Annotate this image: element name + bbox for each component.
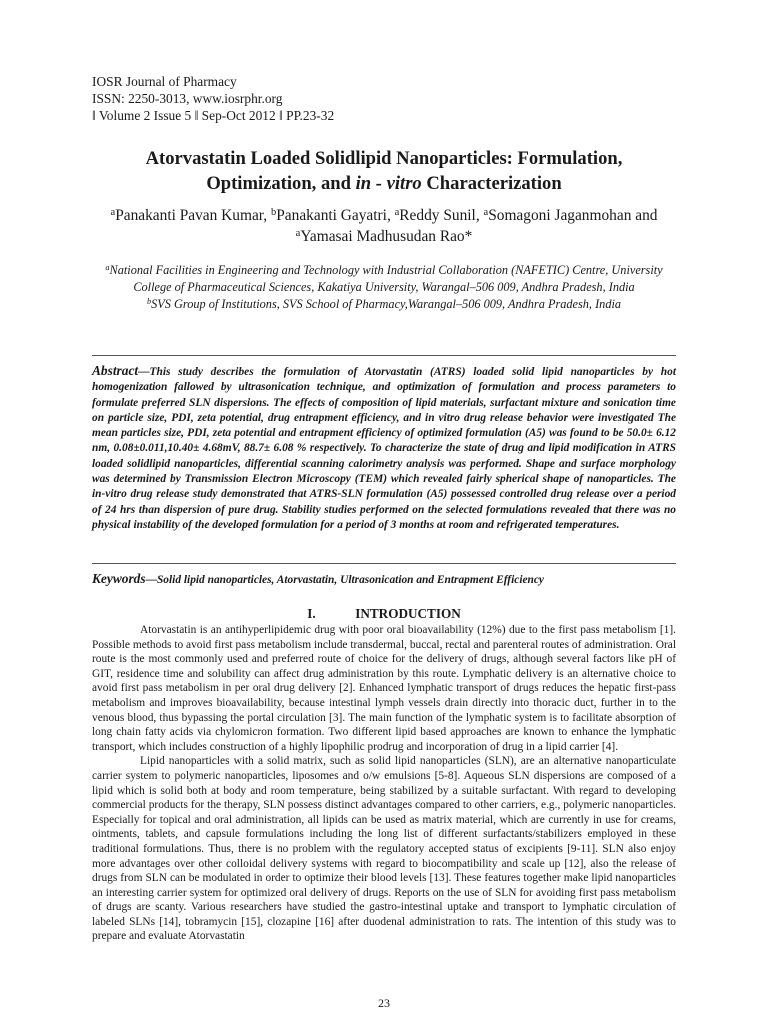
section-number: I. (307, 606, 316, 621)
author (395, 207, 484, 224)
author-name: Reddy Sunil, (399, 207, 484, 224)
affiliation-a-text: National Facilities in Engineering and Technology with Industrial Collaboration (NAFETIC) Centre, University College of Pharmaceutical Sciences, Kakatiya University, Warangal–506 009, Andhra Pradesh, India (109, 263, 663, 294)
title-line-2-pre: Optimization, and (206, 173, 356, 194)
title-in-vitro: in - vitro (355, 173, 422, 194)
title-line-2-post: Characterization (421, 173, 562, 194)
affiliations (92, 262, 676, 313)
journal-header (92, 73, 334, 124)
author-affil-sup: b (271, 206, 277, 218)
author-name: Panakanti Pavan Kumar, (115, 207, 272, 224)
author-name: Somagoni Jaganmohan and (488, 207, 658, 224)
author (111, 207, 271, 224)
author-name: Yamasai Madhusudan Rao* (300, 228, 473, 245)
paragraph: Atorvastatin is an antihyperlipidemic drug with poor oral bioavailability (12%) due to the first pass metabolism [1]. Possible methods to avoid first pass metabolism include transdermal, buccal, rectal and parenteral routes of administration. Oral route is the most commonly used and preferred route of choice for the delivery of drugs, although several factors like pH of GIT, residence time and solubility can affect drug administration by this route. Lymphatic delivery is an alternative choice to avoid first pass metabolism in per oral drug delivery [2]. Enhanced lymphatic transport of drugs reduces the hepatic first-pass metabolism and improves bioavailability, because intestinal lymph vessels drain directly into thoracic duct, further in to the venous blood, thus bypassing the portal circulation [3]. The main function of the lymphatic system is to facilitate absorption of long chain fatty acids via chylomicron formation. Two different lipid based approaches are known to enhance the lymphatic transport, which includes construction of a highly lipophilic prodrug and incorporation of drug in a lipid carrier [4]. (92, 624, 676, 753)
title-line-1: Atorvastatin Loaded Solidlipid Nanoparticles: Formulation, (145, 148, 623, 169)
affiliation-b-sup: b (146, 296, 152, 306)
author-name: Panakanti Gayatri, (276, 207, 395, 224)
abstract-text: This study describes the formulation of Atorvastatin (ATRS) loaded solid lipid nanoparticles by hot homogenization fallowed by ultrasonication technique, and optimization of formulation and process parameters to formulate preferred SLN dispersions. The effects of composition of lipid materials, surfactant mixture and sonication time on particle size, PDI, zeta potential, drug entrapment efficiency, and in vitro drug release behavior were investigated The mean particles size, PDI, zeta potential and entrapment efficiency of optimized formulation (A5) was found to be 50.0± 6.12 nm, 0.08±0.011,10.40± 4.68mV, 88.7± 6.08 % respectively. To characterize the state of drug and lipid modification in ATRS loaded solidlipid nanoparticles, differential scanning calorimetry analysis was performed. Shape and surface morphology was determined by Transmission Electron Microscopy (TEM) which revealed fairly spherical shape of nanoparticles. The in-vitro drug release study demonstrated that ATRS-SLN formulation (A5) possessed controlled drug release over a period of 24 hrs than dispersion of pure drug. Stability studies performed on the selected formulations revealed that there was no physical instability of the developed formulation for a period of 3 months at room and refrigerated temperatures. (92, 366, 676, 531)
journal-issn: ISSN: 2250-3013, www.iosrphr.org (92, 91, 283, 106)
author (296, 228, 473, 245)
author (484, 207, 658, 224)
author-affil-sup: a (483, 206, 489, 218)
author-affil-sup: a (295, 227, 301, 239)
journal-name: IOSR Journal of Pharmacy (92, 74, 237, 89)
abstract-dash: — (138, 366, 150, 378)
keywords (92, 571, 676, 588)
author (271, 207, 395, 224)
abstract-bottom-rule (92, 563, 676, 564)
abstract-label: Abstract (92, 363, 139, 378)
affiliation-b-text: SVS Group of Institutions, SVS School of Pharmacy,Warangal–506 009, Andhra Pradesh, India (151, 297, 622, 311)
author-affil-sup: a (394, 206, 400, 218)
abstract-top-rule (92, 355, 676, 356)
body-text (92, 623, 676, 944)
page-number: 23 (378, 996, 390, 1010)
section-title: INTRODUCTION (355, 606, 461, 621)
paragraph: Lipid nanoparticles with a solid matrix, such as solid lipid nanoparticles (SLN), are an alternative nanoparticulate carrier system to polymeric nanoparticles, liposomes and o/w emulsions [5-8]. Aqueous SLN dispersions are composed of a lipid which is solid both at body and room temperature, being stabilized by a suitable surfactant. With regard to developing commercial products for the therapy, SLN possess distinct advantages compared to other carriers, e.g., polymeric nanoparticles. Especially for topical and oral administration, all lipids can be used as matrix material, which are currently in use for creams, ointments, tablets, and capsule formulations including the long list of different surfactants/stabilizers employed in these traditional formulations. Thus, there is no problem with the regulatory accepted status of excipients [9-11]. SLN also enjoy more advantages over other colloidal delivery systems with regard to biocompatibility and scale up [12], also the release of drugs from SLN can be modulated in order to optimize their blood levels [13]. These features together make lipid nanoparticles an interesting carrier system for optimized oral delivery of drugs. Reports on the use of SLN for avoiding first pass metabolism of drugs are scanty. Various researchers have studied the gastro-intestinal uptake and transport to lymphatic circulation of labeled SLNs [14], tobramycin [15], clozapine [16] after duodenal administration to rats. The intention of this study was to prepare and evaluate Atorvastatin (92, 755, 676, 943)
keywords-dash: — (145, 574, 157, 586)
section-heading (92, 605, 676, 622)
paper-title (92, 146, 676, 196)
author-affil-sup: a (110, 206, 116, 218)
abstract (92, 363, 676, 533)
author-list (92, 205, 676, 247)
keywords-text: Solid lipid nanoparticles, Atorvastatin, Ultrasonication and Entrapment Efficiency (156, 574, 544, 586)
affiliation-a-sup: a (105, 262, 110, 272)
title-line-2 (92, 171, 676, 196)
affiliation-b (92, 296, 676, 313)
affiliation-a (92, 262, 676, 296)
keywords-label: Keywords (92, 571, 146, 586)
journal-volume: ǁ Volume 2 Issue 5 ǁ Sep-Oct 2012 ǁ PP.23-32 (92, 108, 335, 123)
